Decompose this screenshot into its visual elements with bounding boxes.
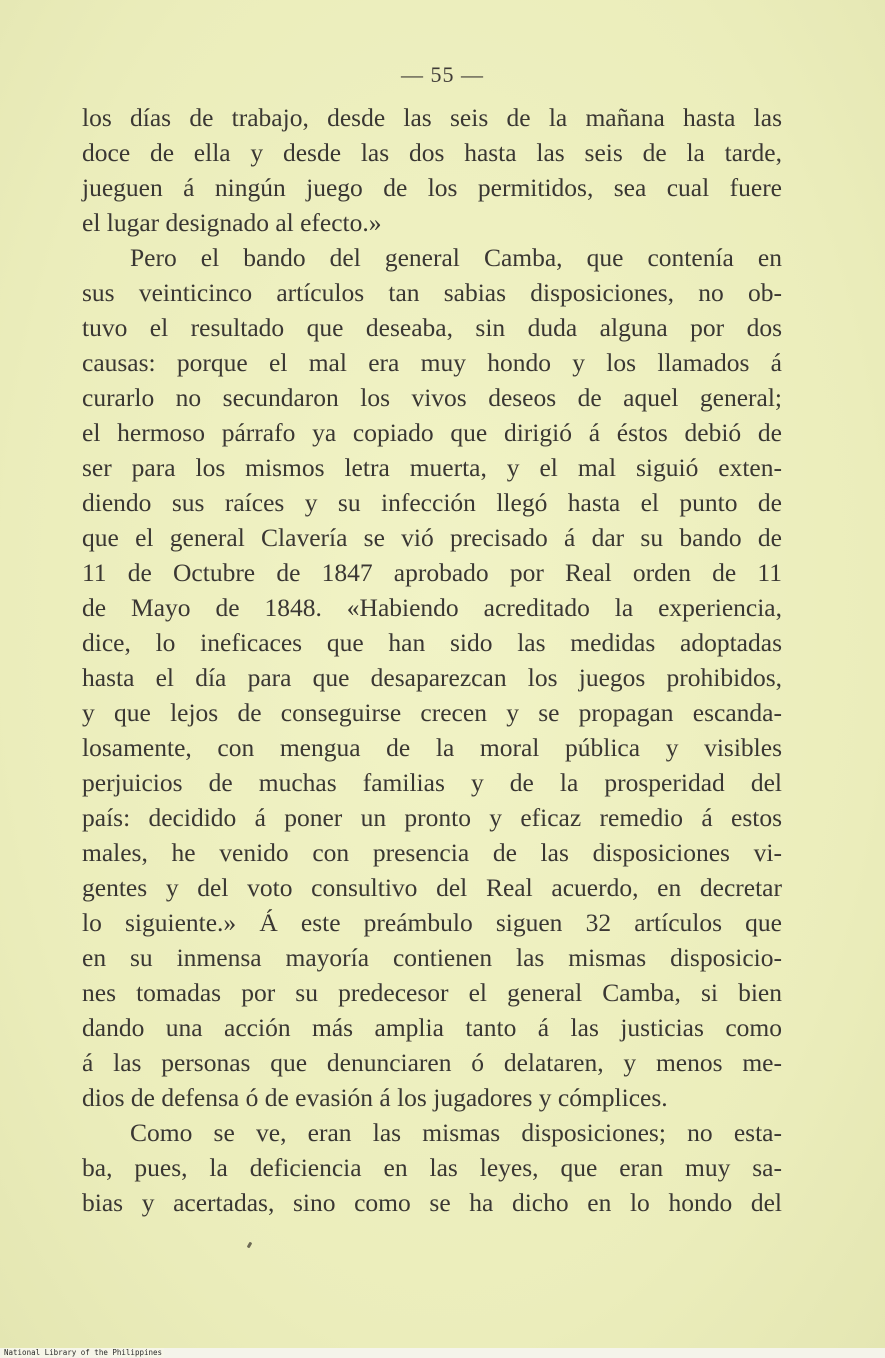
text-line: y que lejos de conseguirse crecen y se propagan escanda- [82,698,782,727]
text-line: 11 de Octubre de 1847 aprobado por Real orden de 11 [82,558,782,587]
text-line: Pero el bando del general Camba, que contenía en [130,243,782,272]
text-line: ser para los mismos letra muerta, y el mal siguió exten- [82,453,782,482]
text-line: gentes y del voto consultivo del Real acuerdo, en decretar [82,873,782,902]
text-line: tuvo el resultado que deseaba, sin duda alguna por dos [82,313,782,342]
text-line: males, he venido con presencia de las disposiciones vi- [82,838,782,867]
footer-credit: National Library of the Philippines [4,1348,163,1357]
text-line: de Mayo de 1848. «Habiendo acreditado la experiencia, [82,593,782,622]
page-number: — 55 — [401,62,484,87]
text-line: jueguen á ningún juego de los permitidos, sea cual fuere [82,173,782,202]
text-line: curarlo no secundaron los vivos deseos de aquel general; [82,383,782,412]
text-line: que el general Clavería se vió precisado á dar su bando de [82,523,782,552]
text-line: en su inmensa mayoría contienen las mismas disposicio- [82,943,782,972]
text-line: nes tomadas por su predecesor el general Camba, si bien [82,978,782,1007]
text-line: dando una acción más amplia tanto á las justicias como [82,1013,782,1042]
text-line: el lugar designado al efecto.» [82,208,382,237]
text-line: los días de trabajo, desde las seis de la mañana hasta las [82,103,782,132]
text-line: dice, lo ineficaces que han sido las medidas adoptadas [82,628,782,657]
body-text [82,100,782,1220]
text-line: doce de ella y desde las dos hasta las seis de la tarde, [82,138,782,167]
text-line: país: decidido á poner un pronto y eficaz remedio á estos [82,803,782,832]
text-line: á las personas que denunciaren ó delataren, y menos me- [82,1048,782,1077]
text-line: hasta el día para que desaparezcan los juegos prohibidos, [82,663,782,692]
text-line: el hermoso párrafo ya copiado que dirigió á éstos debió de [82,418,782,447]
text-line: causas: porque el mal era muy hondo y los llamados á [82,348,782,377]
text-line: Como se ve, eran las mismas disposiciones; no esta- [130,1118,782,1147]
text-line: sus veinticinco artículos tan sabias disposiciones, no ob- [82,278,782,307]
text-line: perjuicios de muchas familias y de la prosperidad del [82,768,782,797]
text-line: lo siguiente.» Á este preámbulo siguen 32 artículos que [82,908,782,937]
text-line: ba, pues, la deficiencia en las leyes, que eran muy sa- [82,1153,782,1182]
text-line: bias y acertadas, sino como se ha dicho en lo hondo del [82,1188,782,1217]
text-line: diendo sus raíces y su infección llegó hasta el punto de [82,488,782,517]
text-line: losamente, con mengua de la moral pública y visibles [82,733,782,762]
ink-speck [247,1242,253,1249]
text-line: dios de defensa ó de evasión á los jugadores y cómplices. [82,1083,668,1112]
